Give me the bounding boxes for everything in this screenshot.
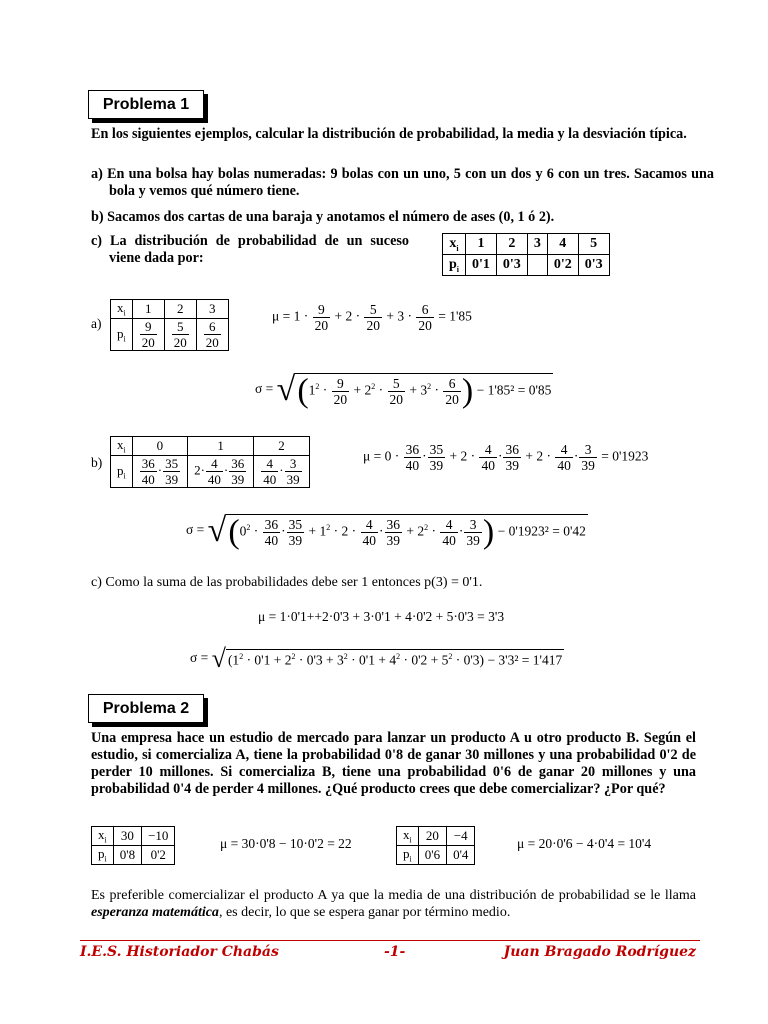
sol-a-sigma: $\sigma = √(1^2$ · $\frac{9}{20}$ + $2^2$ · $\frac{5}{20}$ + $3^2$ · $\frac{6}{20}$ ) − 1'85² = 0'85 xyxy=(255,371,552,410)
table-c-header-p: $p_i$ xyxy=(443,255,466,276)
sol-b-label: b) xyxy=(91,455,103,470)
table-c-cell: 4 xyxy=(547,234,578,255)
table-c-cell: 3 xyxy=(527,234,547,255)
sol-b-sigma: $\sigma = √(0^2$ · $\frac{36}{40}$ · $\frac{35}{39}$ + $1^2 \cdot 2$ · $\frac{4}{40}$ · $\frac{36}{39}$ + $2^2$ · $\frac{4}{40}$ · $\frac{3}{39}$ ) − 0'1923² = 0'42 xyxy=(186,512,586,551)
sol-c-text: c) Como la suma de las probabilidades debe ser 1 entonces p(3) = 0'1. xyxy=(91,575,483,590)
problem-1-intro: En los siguientes ejemplos, calcular la distribución de probabilidad, la media y la desviación típica. xyxy=(91,126,687,142)
table-c-cell xyxy=(527,255,547,276)
sol-b-mean-result: = 0'1923 xyxy=(601,448,649,464)
sol-c-sigma: σ = √ $(1^2 \cdot 0'1 + 2^2 \cdot 0'3 + 3^2 \cdot 0'1 + 4^2 \cdot 0'2 + 5^2 \cdot 0'3) - 3'3^2 = 1'417$ xyxy=(190,644,563,673)
problem-2-conclusion xyxy=(91,887,696,921)
footer-page-number: -1- xyxy=(384,944,406,960)
sol-b-sigma-result: − 0'1923² = 0'42 xyxy=(497,523,586,539)
sol-b-mean: μ = 0 · $\frac{36}{40}$ · $\frac{35}{39}$ + 2 · $\frac{4}{40}$ · $\frac{36}{39}$ + 2 · $\frac{4}{40}$ · $\frac{3}{39}$ = 0'1923 xyxy=(363,442,649,473)
table-product-b xyxy=(396,826,475,865)
problem-2-title: Problema 2 xyxy=(88,694,204,723)
table-c-header-x: $x_i$ xyxy=(443,234,466,255)
table-a-header-x: $x_i$ xyxy=(92,827,114,846)
footer-school: I.E.S. Historiador Chabás xyxy=(80,944,279,960)
sol-c-mean: μ = 1·0'1++2·0'3 + 3·0'1 + 4·0'2 + 5·0'3 = 3'3 xyxy=(258,609,505,624)
problem-1-item-c: c) La distribución de probabilidad de un suceso viene dada por: xyxy=(91,233,409,266)
table-a-header-p: $p_i$ xyxy=(92,846,114,865)
table-c xyxy=(442,233,610,276)
table-a-cell: 30 xyxy=(113,827,141,846)
footer-divider xyxy=(80,940,700,941)
table-c-cell: 0'2 xyxy=(547,255,578,276)
table-b-header-p: $p_i$ xyxy=(397,846,419,865)
problem-1-item-a: a) En una bolsa hay bolas numeradas: 9 bolas con un uno, 5 con un dos y 6 con un tres. Sacamos una bola y vemos qué número tiene. xyxy=(91,166,714,199)
table-c-cell: 2 xyxy=(496,234,527,255)
sol-b-table: $x_i$ 0 1 2 $p_i$ $\frac{36}{40}$ · $\frac{35}{39}$ 2· $\frac{4}{40}$ · $\frac{36}{39}$ $\frac{4}{40}$ · $\frac{3}{39}$ xyxy=(110,436,310,488)
problem-2-text: Una empresa hace un estudio de mercado para lanzar un producto A u otro producto B. Según el estudio, si comercializa A, tiene la probabilidad 0'8 de ganar 30 millones y una probabilidad 0'2 de perder 10 millones. Si comercializa B, tiene una probabilidad 0'6 de ganar 20 millones y una probabilidad 0'4 de perder 4 millones. ¿Qué producto crees que debe comercializar? ¿Por qué? xyxy=(91,730,696,797)
sol-c-sigma-result: − 3'3² = 1'417 xyxy=(487,652,563,668)
sol-a-label: a) xyxy=(91,316,102,331)
problem-1-item-b: b) Sacamos dos cartas de una baraja y anotamos el número de ases (0, 1 ó 2). xyxy=(91,209,555,225)
table-c-cell: 0'3 xyxy=(496,255,527,276)
table-c-cell: 5 xyxy=(578,234,609,255)
mean-product-a: μ = 30·0'8 − 10·0'2 = 22 xyxy=(220,836,352,851)
table-c-cell: 0'1 xyxy=(466,255,497,276)
footer-author: Juan Bragado Rodríguez xyxy=(503,944,696,960)
table-a-cell: 0'8 xyxy=(113,846,141,865)
table-b-header-x: $x_i$ xyxy=(397,827,419,846)
sol-a-sigma-result: − 1'85² = 0'85 xyxy=(476,382,552,398)
conclusion-part-2: , es decir, lo que se espera ganar por término medio. xyxy=(218,905,511,920)
table-b-cell: −4 xyxy=(447,827,475,846)
sol-a-mean: μ = 1 · $\frac{9}{20}$ + 2 · $\frac{5}{20}$ + 3 · $\frac{6}{20}$ = 1'85 xyxy=(272,302,472,333)
table-a-cell: −10 xyxy=(142,827,175,846)
table-c-cell: 0'3 xyxy=(578,255,609,276)
table-a-cell: 0'2 xyxy=(142,846,175,865)
sol-a-mean-result: = 1'85 xyxy=(438,308,472,324)
table-b-cell: 0'6 xyxy=(418,846,446,865)
table-c-cell: 1 xyxy=(466,234,497,255)
table-b-cell: 0'4 xyxy=(447,846,475,865)
mean-product-b: μ = 20·0'6 − 4·0'4 = 10'4 xyxy=(517,836,652,851)
conclusion-emphasis: esperanza matemática xyxy=(91,905,219,920)
conclusion-part-1: Es preferible comercializar el producto A ya que la media de una distribución de probabilidad se le llama xyxy=(91,888,696,903)
table-product-a xyxy=(91,826,175,865)
table-b-cell: 20 xyxy=(418,827,446,846)
sol-a-table: $x_i$ 1 2 3 $p_i$ $\frac{9}{20}$ $\frac{5}{20}$ $\frac{6}{20}$ xyxy=(110,299,229,351)
problem-1-title: Problema 1 xyxy=(88,90,204,119)
